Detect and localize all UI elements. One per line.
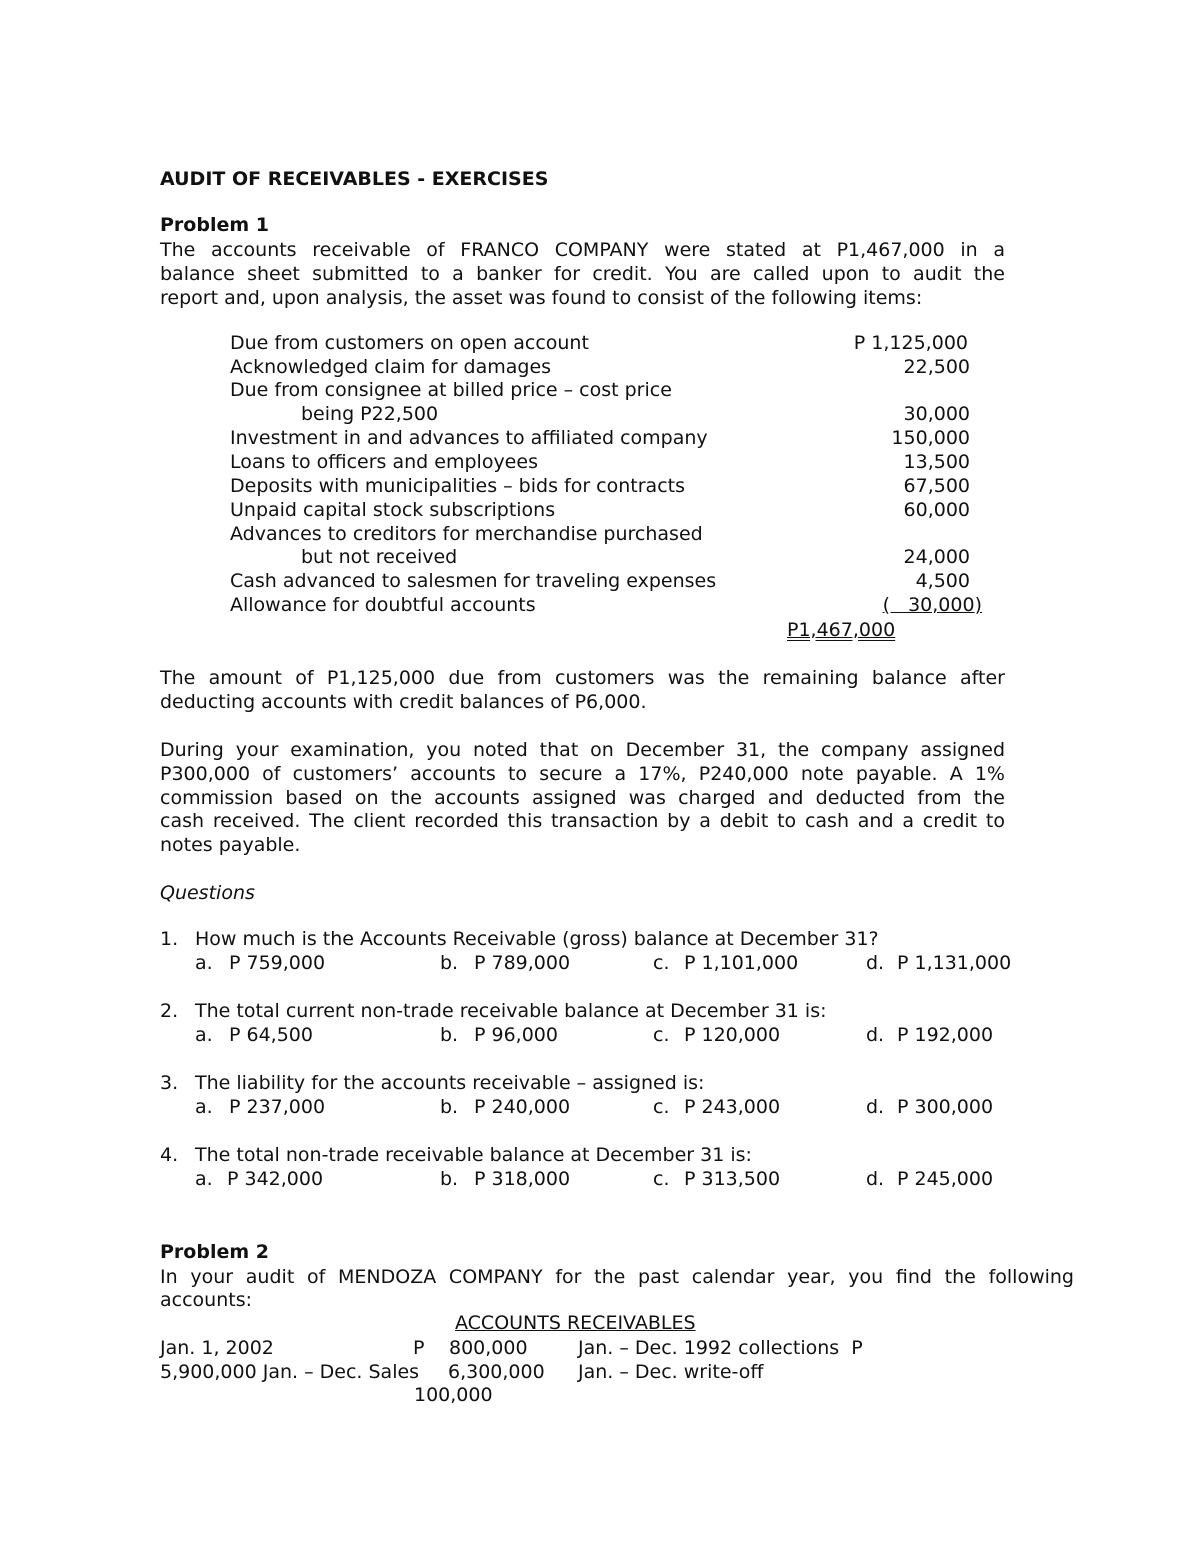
option-value: P 96,000	[474, 1024, 558, 1046]
option-letter: d.	[866, 1096, 885, 1118]
option-letter: a.	[195, 1024, 213, 1046]
question-text: The total non-trade receivable balance at December 31 is:	[195, 1144, 752, 1166]
problem-2-intro-line: accounts:	[160, 1289, 252, 1311]
item-label: Loans to officers and employees	[230, 451, 538, 473]
option-value: P 789,000	[474, 952, 571, 974]
problem-2-intro-line: In your audit of MENDOZA COMPANY for the past calendar year, you find the following	[160, 1266, 1074, 1288]
questions-heading: Questions	[160, 882, 255, 904]
option-letter: d.	[866, 1168, 885, 1190]
option-letter: a.	[195, 1168, 213, 1190]
item-amount: P 1,125,000	[853, 332, 968, 354]
item-amount: 30,000	[903, 403, 970, 425]
ledger-date: Jan. 1, 2002	[160, 1337, 274, 1359]
page-title: AUDIT OF RECEIVABLES - EXERCISES	[160, 168, 549, 190]
option-value: P 342,000	[227, 1168, 324, 1190]
option-letter: a.	[195, 952, 213, 974]
items-total: P1,467,000	[787, 619, 896, 641]
item-label: Acknowledged claim for damages	[230, 356, 552, 378]
problem-1-intro-line: report and, upon analysis, the asset was found to consist of the following items:	[160, 287, 923, 309]
option-value: P 313,500	[684, 1168, 781, 1190]
option-value: P 759,000	[229, 952, 326, 974]
paragraph-line: P300,000 of customers’ accounts to secure a 17%, P240,000 note payable. A 1%	[160, 763, 1005, 785]
item-amount: 24,000	[903, 546, 970, 568]
option-value: P 120,000	[684, 1024, 781, 1046]
ledger-credit-text: Jan. – Dec. 1992 collections P	[578, 1337, 863, 1359]
option-value: P 64,500	[229, 1024, 313, 1046]
problem-1-intro-line: balance sheet submitted to a banker for credit. You are called upon to audit the	[160, 263, 1005, 285]
item-amount: ( 30,000)	[882, 594, 982, 616]
paragraph-line: notes payable.	[160, 834, 301, 856]
question-text: How much is the Accounts Receivable (gross) balance at December 31?	[195, 928, 879, 950]
paragraph-line: deducting accounts with credit balances of P6,000.	[160, 691, 647, 713]
item-label: Cash advanced to salesmen for traveling expenses	[230, 570, 717, 592]
item-amount: 150,000	[891, 427, 970, 449]
question-text: The liability for the accounts receivable – assigned is:	[195, 1072, 705, 1094]
option-letter: d.	[866, 952, 885, 974]
option-value: P 1,131,000	[897, 952, 1012, 974]
option-letter: c.	[653, 1024, 670, 1046]
option-value: P 240,000	[474, 1096, 571, 1118]
question-number: 2.	[160, 1000, 179, 1022]
option-letter: b.	[440, 1096, 459, 1118]
problem-1-heading: Problem 1	[160, 214, 269, 236]
ledger-amount: 100,000	[414, 1384, 493, 1406]
item-amount: 22,500	[903, 356, 970, 378]
question-number: 3.	[160, 1072, 179, 1094]
item-label: Deposits with municipalities – bids for contracts	[230, 475, 685, 497]
option-value: P 318,000	[474, 1168, 571, 1190]
option-letter: c.	[653, 952, 670, 974]
ledger-currency: P	[413, 1337, 425, 1359]
option-letter: d.	[866, 1024, 885, 1046]
question-number: 1.	[160, 928, 179, 950]
option-value: P 192,000	[897, 1024, 994, 1046]
item-amount: 67,500	[903, 475, 970, 497]
item-label: Allowance for doubtful accounts	[230, 594, 536, 616]
question-text: The total current non-trade receivable balance at December 31 is:	[195, 1000, 827, 1022]
item-amount: 4,500	[915, 570, 970, 592]
item-label: Due from customers on open account	[230, 332, 589, 354]
option-value: P 1,101,000	[684, 952, 799, 974]
paragraph-line: During your examination, you noted that on December 31, the company assigned	[160, 739, 1005, 761]
item-label: Advances to creditors for merchandise purchased	[230, 523, 703, 545]
question-number: 4.	[160, 1144, 179, 1166]
item-label: but not received	[301, 546, 458, 568]
ledger-title: ACCOUNTS RECEIVABLES	[455, 1312, 696, 1334]
item-label: Unpaid capital stock subscriptions	[230, 499, 556, 521]
item-amount: 13,500	[903, 451, 970, 473]
ledger-credit-text: Jan. – Dec. write-off	[578, 1361, 764, 1383]
option-value: P 245,000	[897, 1168, 994, 1190]
option-letter: b.	[440, 1024, 459, 1046]
item-label: being P22,500	[301, 403, 439, 425]
paragraph-line: The amount of P1,125,000 due from customers was the remaining balance after	[160, 667, 1005, 689]
option-value: P 300,000	[897, 1096, 994, 1118]
item-label: Investment in and advances to affiliated company	[230, 427, 708, 449]
ledger-amount: 6,300,000	[448, 1361, 545, 1383]
paragraph-line: cash received. The client recorded this transaction by a debit to cash and a credit to	[160, 810, 1005, 832]
option-letter: a.	[195, 1096, 213, 1118]
item-label: Due from consignee at billed price – cost price	[230, 379, 672, 401]
option-letter: c.	[653, 1168, 670, 1190]
option-value: P 243,000	[684, 1096, 781, 1118]
option-letter: b.	[440, 952, 459, 974]
ledger-debit-text: 5,900,000 Jan. – Dec. Sales	[160, 1361, 420, 1383]
problem-2-heading: Problem 2	[160, 1241, 269, 1263]
option-letter: b.	[440, 1168, 459, 1190]
option-value: P 237,000	[229, 1096, 326, 1118]
problem-1-intro-line: The accounts receivable of FRANCO COMPANY were stated at P1,467,000 in a	[160, 239, 1005, 261]
ledger-amount: 800,000	[449, 1337, 528, 1359]
paragraph-line: commission based on the accounts assigned was charged and deducted from the	[160, 787, 1005, 809]
option-letter: c.	[653, 1096, 670, 1118]
item-amount: 60,000	[903, 499, 970, 521]
